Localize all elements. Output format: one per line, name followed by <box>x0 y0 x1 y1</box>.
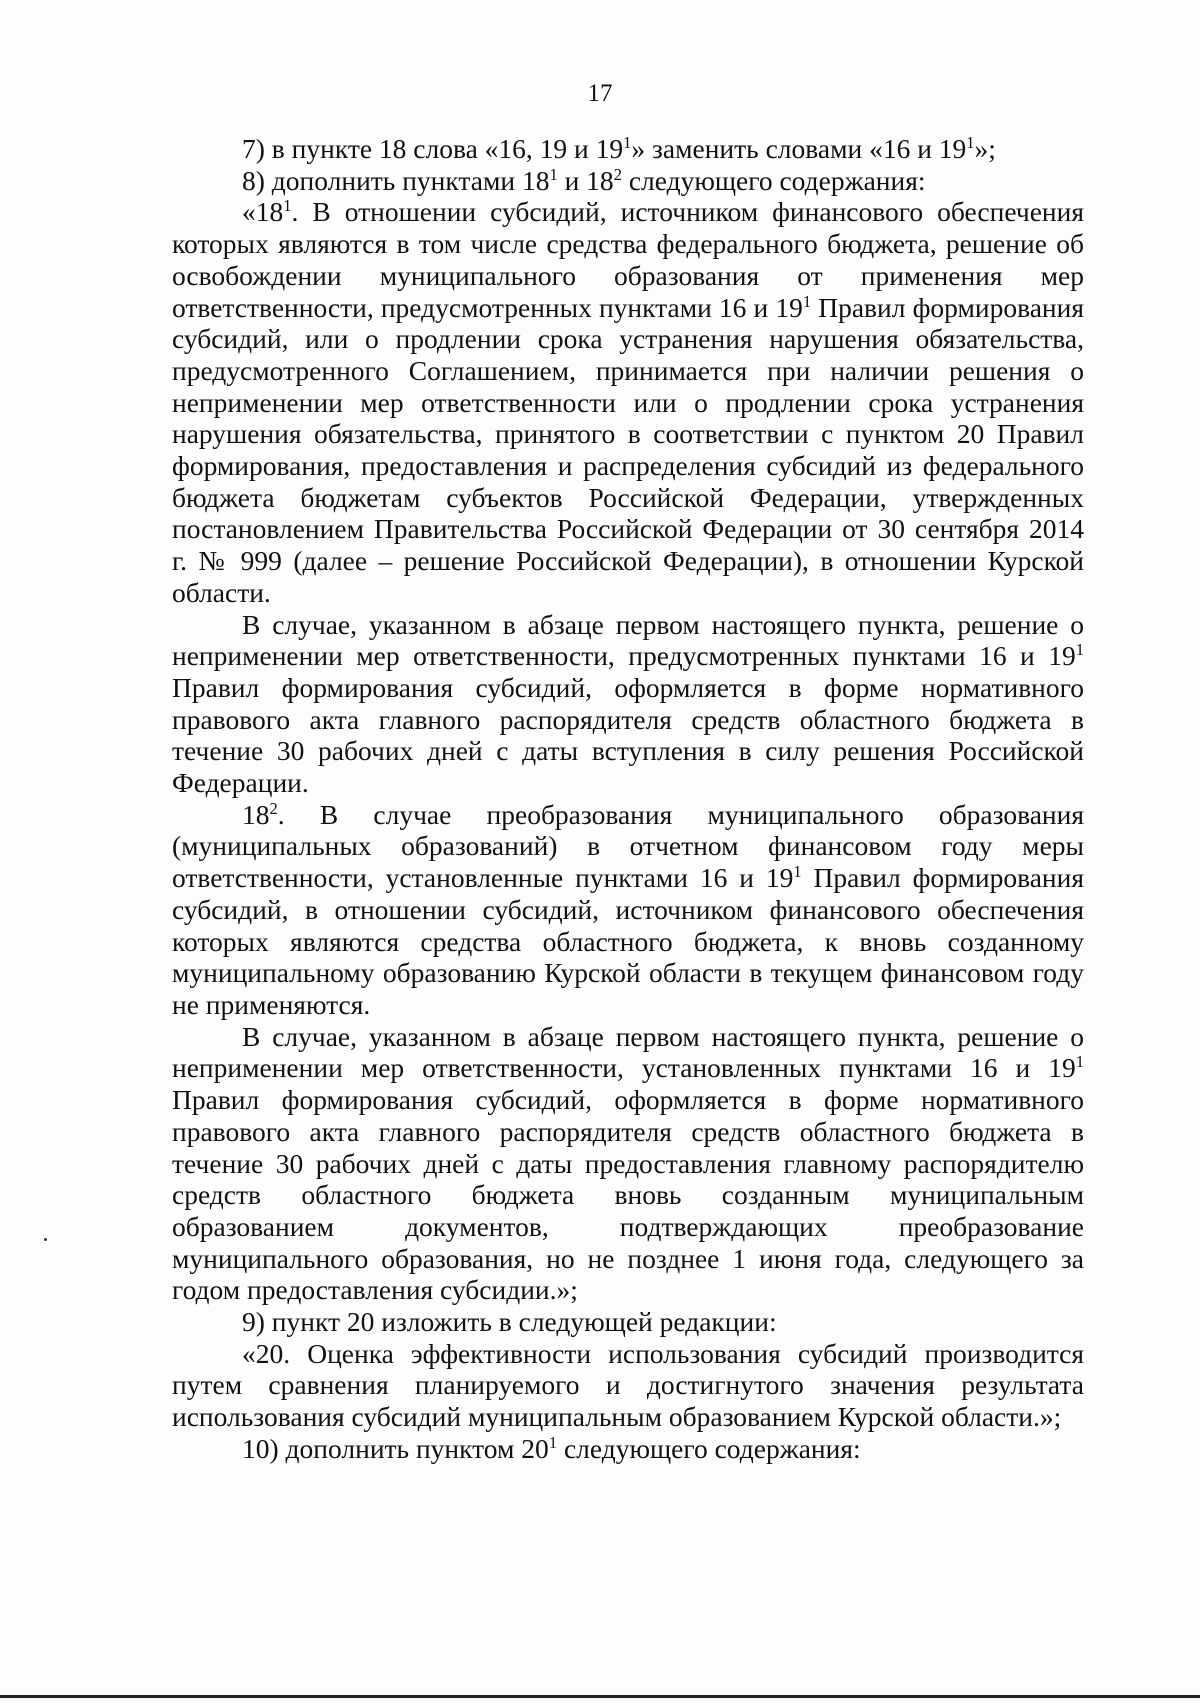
text-run: и 18 <box>557 164 614 196</box>
document-body <box>172 133 1084 1465</box>
text-run: «18 <box>242 196 284 228</box>
text-run: 18 <box>242 798 270 830</box>
superscript-index: 1 <box>793 862 802 882</box>
page-bottom-edge <box>0 1695 1200 1698</box>
text-run: «20. Оценка эффективности использования субсидий производится путем сравнения планируемого и достигнутого значения результата использования субсидий муниципальным образованием Курской области.»; <box>172 1337 1084 1433</box>
text-run: »; <box>974 133 996 164</box>
superscript-index: 1 <box>623 133 632 153</box>
superscript-index: 2 <box>269 798 278 818</box>
text-run: » заменить словами «16 и 19 <box>631 133 967 164</box>
document-paragraph <box>172 1338 1084 1433</box>
text-run: Правил формирования субсидий, в отношении субсидий, источником финансового обеспечения которых являются средства областного бюджета, к вновь созданному муниципальному образованию Курской области в текущем финансовом году не применяются. <box>172 862 1084 1020</box>
document-paragraph <box>172 133 1084 165</box>
superscript-index: 2 <box>613 164 622 184</box>
text-run: 9) пункт 20 изложить в следующей редакции: <box>242 1306 777 1338</box>
text-run: Правил формирования субсидий, оформляется в форме нормативного правового акта главного распорядителя средств областного бюджета в течение 30 рабочих дней с даты вступления в силу решения Российской Федерации. <box>172 671 1084 799</box>
text-run: . В случае преобразования муниципального образования (муниципальных образований) в отчетном финансовом году меры ответственности, установленные пунктами 16 и 19 <box>172 798 1084 894</box>
scan-speck <box>44 1238 47 1241</box>
text-run: 10) дополнить пунктом 20 <box>242 1432 549 1464</box>
superscript-index: 1 <box>549 164 558 184</box>
text-run: следующего содержания: <box>621 164 926 196</box>
text-run: . В отношении субсидий, источником финансового обеспечения которых являются в том числе средства федерального бюджета, решение об освобождении муниципального образования от применения мер ответственности, предусмотренных пунктами 16 и 19 <box>172 196 1084 323</box>
document-paragraph <box>172 1306 1084 1338</box>
document-paragraph <box>172 1021 1084 1306</box>
document-paragraph <box>172 196 1084 608</box>
superscript-index: 1 <box>548 1432 558 1452</box>
document-paragraph <box>172 609 1084 799</box>
page-number: 17 <box>587 80 613 107</box>
text-run: Правил формирования субсидий, или о продлении срока устранения нарушения обязательства, предусмотренного Соглашением, принимается при наличии решения о неприменении мер ответственности или о продлении срока устранения нарушения обязательства, принятого в соответствии с пунктом 20 Правил формирования, предоставления и распределения субсидий из федерального бюджета бюджетам субъектов Российской Федерации, утвержденных постановлением Правительства Российской Федерации от 30 сентября 2014 г. № 999 (далее – решение Российской Федерации), в отношении Курской области. <box>172 291 1084 608</box>
text-run: 8) дополнить пунктами 18 <box>242 164 550 196</box>
text-run: 7) в пункте 18 слова «16, 19 и 19 <box>242 133 624 164</box>
superscript-index: 1 <box>1075 640 1084 660</box>
text-run: следующего содержания: <box>557 1432 861 1464</box>
text-run: Правил формирования субсидий, оформляется в форме нормативного правового акта главного распорядителя средств областного бюджета в течение 30 рабочих дней с даты предоставления главному распорядителю средств областного бюджета вновь созданным муниципальным образованием документов, подтверждающих преобразование муниципального образования, но не позднее 1 июня года, следующего за годом предоставления субсидии.»; <box>172 1084 1084 1306</box>
text-run: В случае, указанном в абзаце первом настоящего пункта, решение о неприменении мер ответственности, предусмотренных пунктами 16 и 19 <box>172 608 1084 672</box>
text-run: В случае, указанном в абзаце первом настоящего пункта, решение о неприменении мер ответственности, установленных пунктами 16 и 19 <box>172 1020 1084 1084</box>
superscript-index: 1 <box>802 291 812 311</box>
superscript-index: 1 <box>1075 1052 1084 1072</box>
document-paragraph <box>172 165 1084 197</box>
superscript-index: 1 <box>966 133 975 153</box>
document-paragraph <box>172 1433 1084 1465</box>
document-paragraph <box>172 799 1084 1021</box>
superscript-index: 1 <box>283 196 292 216</box>
